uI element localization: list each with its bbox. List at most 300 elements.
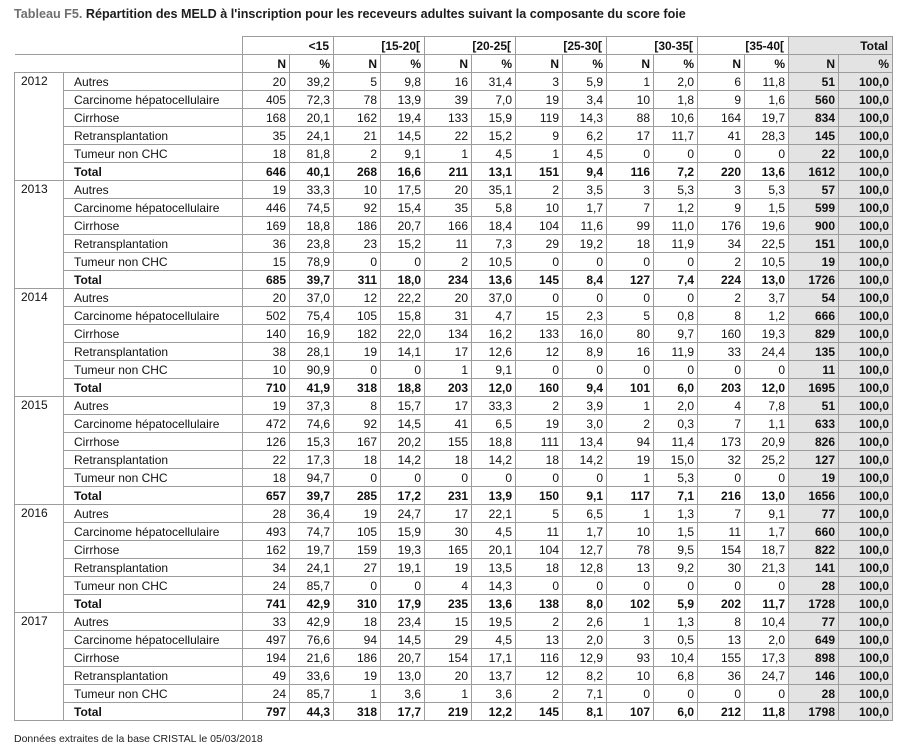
pct-cell: 2,3 xyxy=(563,307,607,325)
n-cell: 4 xyxy=(425,577,472,595)
pct-cell: 0 xyxy=(563,253,607,271)
pct-cell: 18,7 xyxy=(745,541,789,559)
pct-cell: 13,6 xyxy=(745,163,789,181)
pct-cell: 39,7 xyxy=(290,271,334,289)
pct-cell: 5,8 xyxy=(472,199,516,217)
n-cell: 186 xyxy=(334,217,381,235)
n-cell: 104 xyxy=(516,217,563,235)
n-cell: 19 xyxy=(334,505,381,523)
n-cell: 116 xyxy=(607,163,654,181)
pct-cell: 19,3 xyxy=(745,325,789,343)
n-cell: 18 xyxy=(516,451,563,469)
n-cell: 6 xyxy=(698,73,745,91)
pct-cell: 19,7 xyxy=(290,541,334,559)
table-row xyxy=(15,307,893,325)
total-pct-cell: 100,0 xyxy=(839,361,893,379)
total-n-cell: 141 xyxy=(789,559,839,577)
pct-cell: 12,8 xyxy=(563,559,607,577)
total-label: Total xyxy=(64,703,243,721)
pct-cell: 3,6 xyxy=(472,685,516,703)
pct-cell: 28,1 xyxy=(290,343,334,361)
pct-cell: 85,7 xyxy=(290,577,334,595)
n-cell: 80 xyxy=(607,325,654,343)
header-group-row xyxy=(15,37,893,55)
pct-cell: 2,0 xyxy=(654,73,698,91)
n-cell: 212 xyxy=(698,703,745,721)
pct-cell: 0 xyxy=(563,361,607,379)
pct-cell: 15,7 xyxy=(381,397,425,415)
pct-cell: 3,0 xyxy=(563,415,607,433)
n-cell: 18 xyxy=(243,145,290,163)
pct-cell: 18,8 xyxy=(290,217,334,235)
pct-cell: 24,7 xyxy=(745,667,789,685)
pct-cell: 16,9 xyxy=(290,325,334,343)
n-cell: 685 xyxy=(243,271,290,289)
pct-cell: 4,5 xyxy=(472,145,516,163)
n-cell: 497 xyxy=(243,631,290,649)
header-pct: % xyxy=(654,55,698,73)
pct-cell: 8,4 xyxy=(563,271,607,289)
header-n: N xyxy=(516,55,563,73)
total-pct-cell: 100,0 xyxy=(839,685,893,703)
pct-cell: 13,6 xyxy=(472,595,516,613)
n-cell: 3 xyxy=(516,73,563,91)
total-n-cell: 1728 xyxy=(789,595,839,613)
pct-cell: 25,2 xyxy=(745,451,789,469)
n-cell: 18 xyxy=(334,613,381,631)
total-n-cell: 826 xyxy=(789,433,839,451)
n-cell: 446 xyxy=(243,199,290,217)
category-label: Carcinome hépatocellulaire xyxy=(64,91,243,109)
total-pct-cell: 100,0 xyxy=(839,595,893,613)
n-cell: 134 xyxy=(425,325,472,343)
pct-cell: 2,0 xyxy=(654,397,698,415)
n-cell: 107 xyxy=(607,703,654,721)
pct-cell: 1,7 xyxy=(745,523,789,541)
pct-cell: 15,2 xyxy=(381,235,425,253)
pct-cell: 21,3 xyxy=(745,559,789,577)
header-pct: % xyxy=(745,55,789,73)
category-label: Tumeur non CHC xyxy=(64,253,243,271)
total-label: Total xyxy=(64,163,243,181)
pct-cell: 12,0 xyxy=(745,379,789,397)
pct-cell: 14,2 xyxy=(381,451,425,469)
n-cell: 1 xyxy=(425,685,472,703)
pct-cell: 17,3 xyxy=(290,451,334,469)
pct-cell: 24,7 xyxy=(381,505,425,523)
n-cell: 7 xyxy=(607,199,654,217)
table-row xyxy=(15,433,893,451)
n-cell: 1 xyxy=(607,73,654,91)
n-cell: 11 xyxy=(698,523,745,541)
header-sub-row xyxy=(15,55,893,73)
n-cell: 2 xyxy=(425,253,472,271)
pct-cell: 0,5 xyxy=(654,631,698,649)
total-n-cell: 145 xyxy=(789,127,839,145)
n-cell: 164 xyxy=(698,109,745,127)
total-pct-cell: 100,0 xyxy=(839,451,893,469)
pct-cell: 1,1 xyxy=(745,415,789,433)
pct-cell: 17,2 xyxy=(381,487,425,505)
category-label: Carcinome hépatocellulaire xyxy=(64,199,243,217)
n-cell: 9 xyxy=(698,91,745,109)
category-label: Tumeur non CHC xyxy=(64,577,243,595)
table-row xyxy=(15,577,893,595)
pct-cell: 0 xyxy=(745,469,789,487)
pct-cell: 22,2 xyxy=(381,289,425,307)
pct-cell: 11,9 xyxy=(654,343,698,361)
n-cell: 1 xyxy=(425,145,472,163)
pct-cell: 22,1 xyxy=(472,505,516,523)
total-pct-cell: 100,0 xyxy=(839,73,893,91)
header-pct: % xyxy=(563,55,607,73)
pct-cell: 2,0 xyxy=(563,631,607,649)
total-pct-cell: 100,0 xyxy=(839,487,893,505)
n-cell: 92 xyxy=(334,199,381,217)
pct-cell: 15,9 xyxy=(381,523,425,541)
n-cell: 173 xyxy=(698,433,745,451)
total-n-cell: 19 xyxy=(789,469,839,487)
pct-cell: 20,9 xyxy=(745,433,789,451)
table-row xyxy=(15,397,893,415)
n-cell: 105 xyxy=(334,523,381,541)
table-row xyxy=(15,559,893,577)
total-n-cell: 599 xyxy=(789,199,839,217)
n-cell: 234 xyxy=(425,271,472,289)
pct-cell: 9,2 xyxy=(654,559,698,577)
total-pct-cell: 100,0 xyxy=(839,127,893,145)
total-n-cell: 19 xyxy=(789,253,839,271)
pct-cell: 41,9 xyxy=(290,379,334,397)
category-label: Cirrhose xyxy=(64,649,243,667)
n-cell: 35 xyxy=(425,199,472,217)
n-cell: 133 xyxy=(425,109,472,127)
pct-cell: 15,3 xyxy=(290,433,334,451)
n-cell: 20 xyxy=(243,289,290,307)
n-cell: 138 xyxy=(516,595,563,613)
table-body xyxy=(15,73,893,721)
pct-cell: 1,2 xyxy=(654,199,698,217)
pct-cell: 40,1 xyxy=(290,163,334,181)
pct-cell: 12,7 xyxy=(563,541,607,559)
pct-cell: 9,7 xyxy=(654,325,698,343)
pct-cell: 13,0 xyxy=(381,667,425,685)
pct-cell: 5,9 xyxy=(654,595,698,613)
pct-cell: 12,9 xyxy=(563,649,607,667)
n-cell: 93 xyxy=(607,649,654,667)
n-cell: 9 xyxy=(698,199,745,217)
total-n-cell: 22 xyxy=(789,145,839,163)
n-cell: 3 xyxy=(607,181,654,199)
pct-cell: 0 xyxy=(654,145,698,163)
pct-cell: 12,6 xyxy=(472,343,516,361)
pct-cell: 9,1 xyxy=(381,145,425,163)
n-cell: 34 xyxy=(243,559,290,577)
pct-cell: 7,4 xyxy=(654,271,698,289)
n-cell: 88 xyxy=(607,109,654,127)
total-pct-cell: 100,0 xyxy=(839,559,893,577)
category-label: Tumeur non CHC xyxy=(64,685,243,703)
n-cell: 10 xyxy=(334,181,381,199)
total-n-cell: 1726 xyxy=(789,271,839,289)
n-cell: 0 xyxy=(698,469,745,487)
n-cell: 2 xyxy=(698,289,745,307)
total-label: Total xyxy=(64,595,243,613)
table-title xyxy=(14,7,686,21)
pct-cell: 12,0 xyxy=(472,379,516,397)
pct-cell: 36,4 xyxy=(290,505,334,523)
n-cell: 150 xyxy=(516,487,563,505)
pct-cell: 7,0 xyxy=(472,91,516,109)
n-cell: 0 xyxy=(607,577,654,595)
footnote: Données extraites de la base CRISTAL le 05/03/2018 xyxy=(14,733,263,745)
pct-cell: 13,9 xyxy=(381,91,425,109)
total-n-cell: 822 xyxy=(789,541,839,559)
n-cell: 0 xyxy=(334,253,381,271)
pct-cell: 1,3 xyxy=(654,505,698,523)
header-n: N xyxy=(243,55,290,73)
pct-cell: 78,9 xyxy=(290,253,334,271)
category-label: Retransplantation xyxy=(64,667,243,685)
n-cell: 285 xyxy=(334,487,381,505)
year-cell: 2012 xyxy=(15,73,64,181)
total-pct-cell: 100,0 xyxy=(839,235,893,253)
header-pct-total: % xyxy=(839,55,893,73)
total-label: Total xyxy=(64,379,243,397)
n-cell: 104 xyxy=(516,541,563,559)
n-cell: 30 xyxy=(425,523,472,541)
n-cell: 472 xyxy=(243,415,290,433)
n-cell: 493 xyxy=(243,523,290,541)
n-cell: 0 xyxy=(516,253,563,271)
n-cell: 797 xyxy=(243,703,290,721)
n-cell: 18 xyxy=(243,469,290,487)
n-cell: 19 xyxy=(516,91,563,109)
n-cell: 18 xyxy=(516,559,563,577)
n-cell: 2 xyxy=(516,181,563,199)
pct-cell: 9,5 xyxy=(654,541,698,559)
pct-cell: 13,6 xyxy=(472,271,516,289)
pct-cell: 39,2 xyxy=(290,73,334,91)
n-cell: 224 xyxy=(698,271,745,289)
pct-cell: 76,6 xyxy=(290,631,334,649)
n-cell: 127 xyxy=(607,271,654,289)
n-cell: 0 xyxy=(607,145,654,163)
n-cell: 710 xyxy=(243,379,290,397)
pct-cell: 1,7 xyxy=(563,199,607,217)
n-cell: 1 xyxy=(334,685,381,703)
n-cell: 24 xyxy=(243,685,290,703)
n-cell: 22 xyxy=(425,127,472,145)
n-cell: 0 xyxy=(698,145,745,163)
n-cell: 94 xyxy=(607,433,654,451)
pct-cell: 1,5 xyxy=(654,523,698,541)
pct-cell: 18,0 xyxy=(381,271,425,289)
category-label: Retransplantation xyxy=(64,559,243,577)
pct-cell: 14,5 xyxy=(381,415,425,433)
pct-cell: 3,7 xyxy=(745,289,789,307)
n-cell: 2 xyxy=(516,397,563,415)
category-label: Cirrhose xyxy=(64,433,243,451)
table-caption: Répartition des MELD à l'inscription pour les receveurs adultes suivant la composante du score foie xyxy=(85,7,686,21)
total-n-cell: 560 xyxy=(789,91,839,109)
total-pct-cell: 100,0 xyxy=(839,667,893,685)
pct-cell: 4,5 xyxy=(563,145,607,163)
total-n-cell: 28 xyxy=(789,577,839,595)
n-cell: 30 xyxy=(698,559,745,577)
pct-cell: 20,2 xyxy=(381,433,425,451)
n-cell: 19 xyxy=(334,667,381,685)
n-cell: 0 xyxy=(607,361,654,379)
n-cell: 162 xyxy=(334,109,381,127)
pct-cell: 6,8 xyxy=(654,667,698,685)
pct-cell: 9,1 xyxy=(472,361,516,379)
pct-cell: 1,7 xyxy=(563,523,607,541)
total-n-cell: 834 xyxy=(789,109,839,127)
n-cell: 49 xyxy=(243,667,290,685)
n-cell: 1 xyxy=(607,613,654,631)
n-cell: 22 xyxy=(243,451,290,469)
n-cell: 154 xyxy=(425,649,472,667)
n-cell: 101 xyxy=(607,379,654,397)
total-pct-cell: 100,0 xyxy=(839,613,893,631)
n-cell: 8 xyxy=(334,397,381,415)
n-cell: 11 xyxy=(516,523,563,541)
total-n-cell: 127 xyxy=(789,451,839,469)
meld-table xyxy=(14,36,893,721)
n-cell: 166 xyxy=(425,217,472,235)
total-row xyxy=(15,271,893,289)
pct-cell: 19,2 xyxy=(563,235,607,253)
pct-cell: 20,1 xyxy=(472,541,516,559)
header-group: [30-35[ xyxy=(607,37,698,55)
pct-cell: 0 xyxy=(654,253,698,271)
pct-cell: 23,8 xyxy=(290,235,334,253)
n-cell: 231 xyxy=(425,487,472,505)
pct-cell: 31,4 xyxy=(472,73,516,91)
n-cell: 0 xyxy=(698,577,745,595)
pct-cell: 21,6 xyxy=(290,649,334,667)
total-n-cell: 146 xyxy=(789,667,839,685)
table-row xyxy=(15,415,893,433)
pct-cell: 7,3 xyxy=(472,235,516,253)
total-pct-cell: 100,0 xyxy=(839,271,893,289)
pct-cell: 42,9 xyxy=(290,595,334,613)
n-cell: 211 xyxy=(425,163,472,181)
total-n-cell: 151 xyxy=(789,235,839,253)
n-cell: 11 xyxy=(425,235,472,253)
total-pct-cell: 100,0 xyxy=(839,397,893,415)
total-n-cell: 57 xyxy=(789,181,839,199)
pct-cell: 11,0 xyxy=(654,217,698,235)
total-n-cell: 900 xyxy=(789,217,839,235)
table-row xyxy=(15,667,893,685)
year-cell: 2015 xyxy=(15,397,64,505)
n-cell: 10 xyxy=(607,91,654,109)
table-row xyxy=(15,541,893,559)
total-n-cell: 135 xyxy=(789,343,839,361)
pct-cell: 37,0 xyxy=(472,289,516,307)
category-label: Autres xyxy=(64,181,243,199)
pct-cell: 10,4 xyxy=(745,613,789,631)
n-cell: 186 xyxy=(334,649,381,667)
pct-cell: 15,0 xyxy=(654,451,698,469)
n-cell: 17 xyxy=(425,505,472,523)
pct-cell: 18,8 xyxy=(472,433,516,451)
pct-cell: 1,5 xyxy=(745,199,789,217)
pct-cell: 90,9 xyxy=(290,361,334,379)
n-cell: 13 xyxy=(607,559,654,577)
pct-cell: 9,1 xyxy=(745,505,789,523)
n-cell: 0 xyxy=(516,469,563,487)
pct-cell: 24,4 xyxy=(745,343,789,361)
pct-cell: 10,5 xyxy=(745,253,789,271)
n-cell: 33 xyxy=(243,613,290,631)
pct-cell: 0 xyxy=(745,685,789,703)
pct-cell: 16,0 xyxy=(563,325,607,343)
pct-cell: 10,6 xyxy=(654,109,698,127)
n-cell: 41 xyxy=(698,127,745,145)
n-cell: 19 xyxy=(425,559,472,577)
n-cell: 33 xyxy=(698,343,745,361)
total-pct-cell: 100,0 xyxy=(839,325,893,343)
n-cell: 1 xyxy=(425,361,472,379)
total-row xyxy=(15,163,893,181)
header-group: [25-30[ xyxy=(516,37,607,55)
pct-cell: 14,2 xyxy=(563,451,607,469)
pct-cell: 33,3 xyxy=(290,181,334,199)
n-cell: 405 xyxy=(243,91,290,109)
n-cell: 12 xyxy=(334,289,381,307)
pct-cell: 20,7 xyxy=(381,649,425,667)
header-corner xyxy=(15,55,243,73)
n-cell: 15 xyxy=(243,253,290,271)
total-pct-cell: 100,0 xyxy=(839,217,893,235)
total-n-cell: 666 xyxy=(789,307,839,325)
pct-cell: 14,5 xyxy=(381,631,425,649)
n-cell: 0 xyxy=(698,361,745,379)
total-n-cell: 77 xyxy=(789,505,839,523)
pct-cell: 14,1 xyxy=(381,343,425,361)
n-cell: 24 xyxy=(243,577,290,595)
pct-cell: 13,1 xyxy=(472,163,516,181)
n-cell: 8 xyxy=(698,613,745,631)
n-cell: 20 xyxy=(425,289,472,307)
total-pct-cell: 100,0 xyxy=(839,289,893,307)
pct-cell: 0 xyxy=(381,577,425,595)
n-cell: 646 xyxy=(243,163,290,181)
pct-cell: 5,3 xyxy=(654,469,698,487)
category-label: Carcinome hépatocellulaire xyxy=(64,523,243,541)
total-row xyxy=(15,379,893,397)
n-cell: 0 xyxy=(516,577,563,595)
n-cell: 5 xyxy=(516,505,563,523)
pct-cell: 15,8 xyxy=(381,307,425,325)
header-pct: % xyxy=(381,55,425,73)
category-label: Retransplantation xyxy=(64,343,243,361)
table-row xyxy=(15,199,893,217)
n-cell: 268 xyxy=(334,163,381,181)
pct-cell: 3,4 xyxy=(563,91,607,109)
pct-cell: 3,5 xyxy=(563,181,607,199)
pct-cell: 14,3 xyxy=(472,577,516,595)
category-label: Retransplantation xyxy=(64,451,243,469)
header-n: N xyxy=(334,55,381,73)
n-cell: 165 xyxy=(425,541,472,559)
n-cell: 1 xyxy=(607,397,654,415)
pct-cell: 14,2 xyxy=(472,451,516,469)
n-cell: 2 xyxy=(698,253,745,271)
